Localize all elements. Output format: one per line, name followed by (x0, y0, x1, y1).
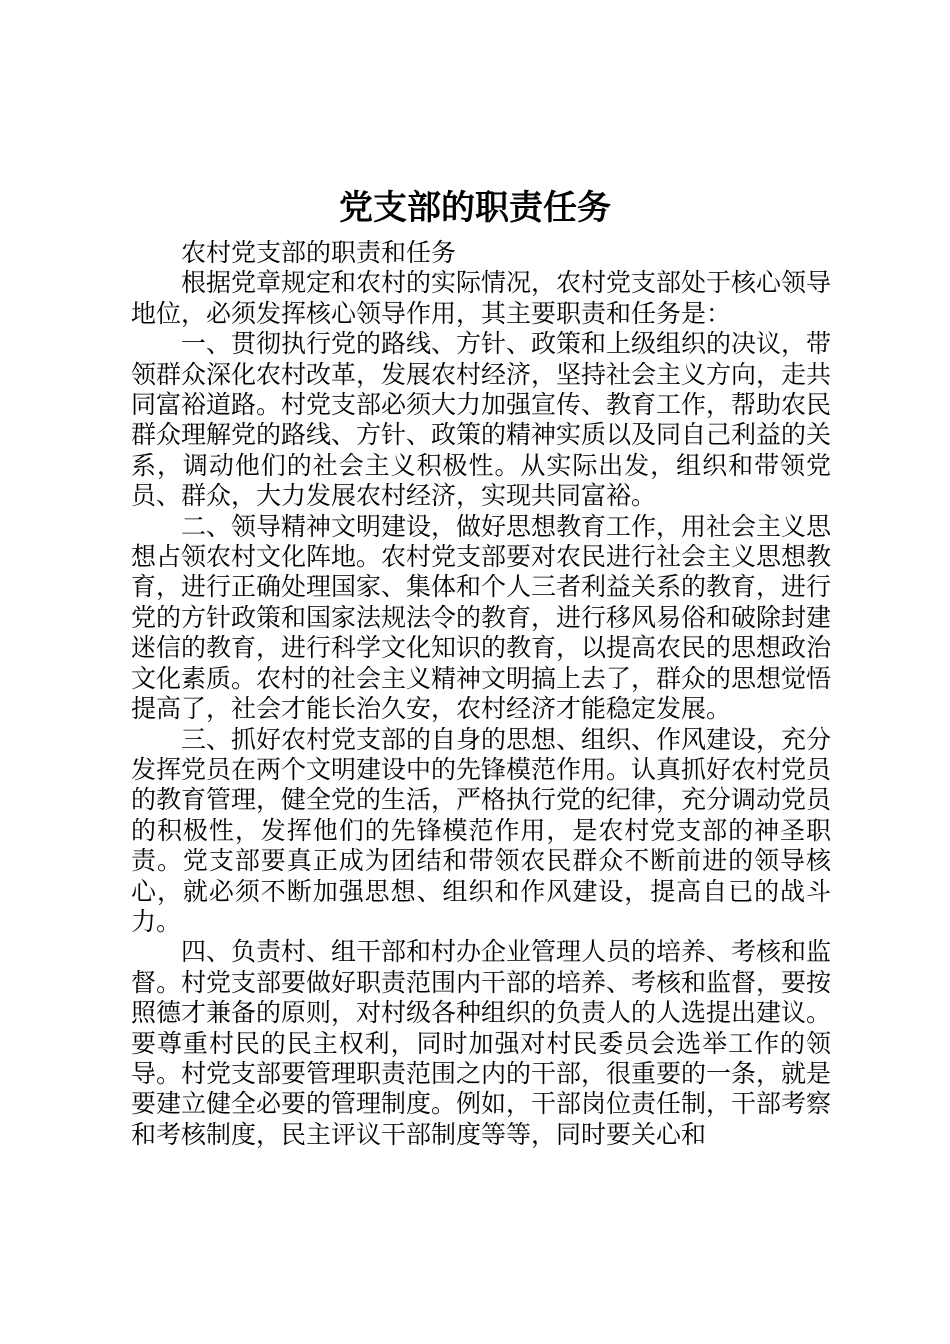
paragraph-intro: 根据党章规定和农村的实际情况，农村党支部处于核心领导地位，必须发挥核心领导作用，其主要职责和任务是： (131, 268, 832, 328)
paragraph-subtitle: 农村党支部的职责和任务 (181, 238, 457, 267)
document-body (131, 238, 831, 1150)
document-title: 党支部的职责任务 (339, 188, 611, 228)
paragraph-duty-4: 四、负责村、组干部和村办企业管理人员的培养、考核和监督。村党支部要做好职责范围内干部的培养、考核和监督，要按照德才兼备的原则，对村级各种组织的负责人的人选提出建议。要尊重村民的民主权利，同时加强对村民委员会选举工作的领导。村党支部要管理职责范围之内的干部，很重要的一条，就是要建立健全必要的管理制度。例如，干部岗位责任制，干部考察和考核制度，民主评议干部制度等等，同时要关心和 (131, 937, 832, 1149)
paragraph-duty-1: 一、贯彻执行党的路线、方针、政策和上级组织的决议，带领群众深化农村改革，发展农村经济，坚持社会主义方向，走共同富裕道路。村党支部必须大力加强宣传、教育工作，帮助农民群众理解党的路线、方针、政策的精神实质以及同自己利益的关系，调动他们的社会主义积极性。从实际出发，组织和带领党员、群众，大力发展农村经济，实现共同富裕。 (131, 329, 832, 511)
paragraph-duty-3: 三、抓好农村党支部的自身的思想、组织、作风建设，充分发挥党员在两个文明建设中的先锋模范作用。认真抓好农村党员的教育管理，健全党的生活，严格执行党的纪律，充分调动党员的积极性，发挥他们的先锋模范作用，是农村党支部的神圣职责。党支部要真正成为团结和带领农民群众不断前进的领导核心，就必须不断加强思想、组织和作风建设，提高自已的战斗力。 (131, 724, 832, 936)
paragraph-duty-2: 二、领导精神文明建设，做好思想教育工作，用社会主义思想占领农村文化阵地。农村党支部要对农民进行社会主义思想教育，进行正确处理国家、集体和个人三者利益关系的教育，进行党的方针政策和国家法规法令的教育，进行移风易俗和破除封建迷信的教育，进行科学文化知识的教育，以提高农民的思想政治文化素质。农村的社会主义精神文明搞上去了，群众的思想觉悟提高了，社会才能长治久安，农村经济才能稳定发展。 (131, 511, 832, 724)
